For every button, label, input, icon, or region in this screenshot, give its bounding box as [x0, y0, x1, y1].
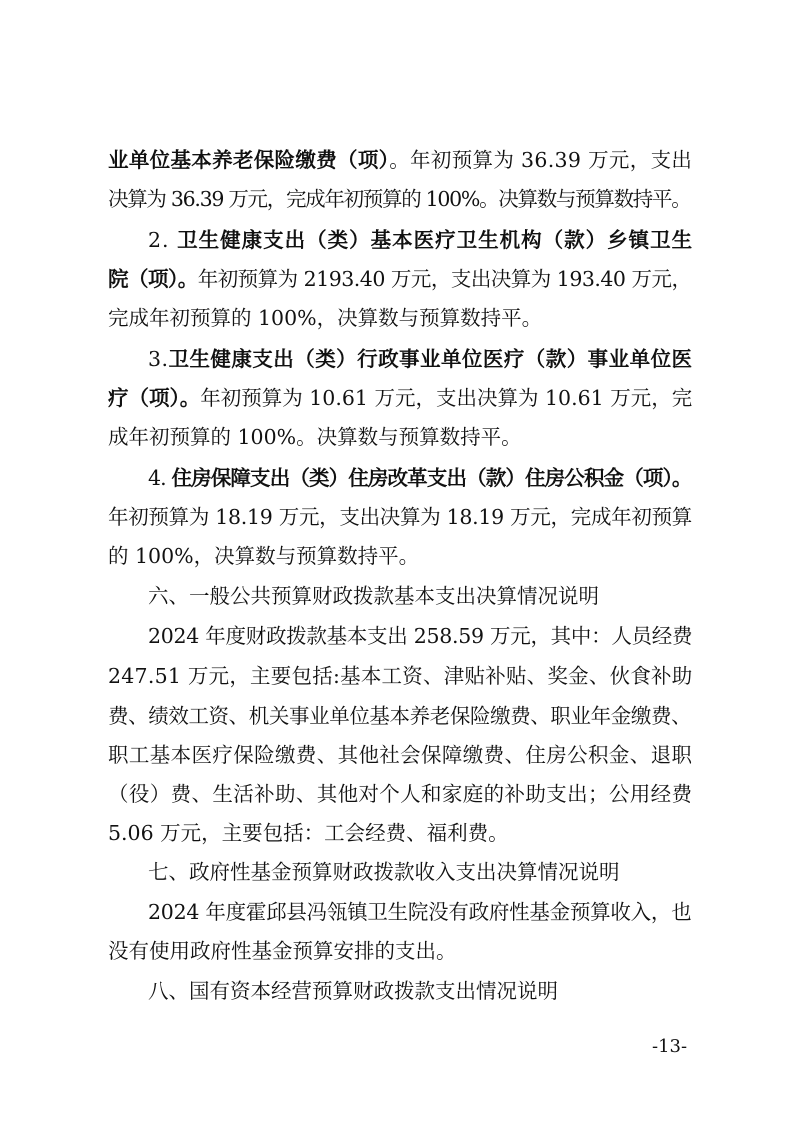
- text: 5.06 万元，主要包括：工会经费、福利费。: [108, 821, 509, 845]
- text: 完成年初预算的 100%，决算数与预算数持平。: [108, 306, 543, 330]
- text: 4.: [148, 466, 172, 490]
- text-line: [108, 304, 542, 332]
- text-line: [108, 542, 419, 570]
- text-line: [108, 702, 691, 730]
- text: 2024 年度霍邱县冯瓴镇卫生院没有政府性基金预算收入，也: [148, 900, 692, 924]
- text: 的 100%，决算数与预算数持平。: [108, 544, 420, 568]
- text-line: [108, 384, 692, 412]
- text: 3.: [148, 347, 169, 371]
- text: （役）费、生活补助、其他对个人和家庭的补助支出；公用经费: [108, 782, 693, 806]
- text: 八、国有资本经营预算财政拨款支出情况说明: [148, 979, 558, 1003]
- text-line: [108, 146, 692, 174]
- bold-text: 疗（项）。: [108, 386, 201, 410]
- bold-text: 院（项）。: [108, 267, 198, 291]
- section-heading: [148, 977, 558, 1005]
- section-heading: [148, 582, 599, 610]
- text-line: [108, 819, 509, 847]
- bold-text: 卫生健康支出（类）行政事业单位医疗（款）事业单位医: [168, 347, 693, 371]
- text-line: [108, 662, 693, 690]
- section-heading: [148, 858, 620, 886]
- text: 年初预算为 18.19 万元，支出决算为 18.19 万元，完成年初预算: [108, 505, 692, 529]
- text: 2024 年度财政拨款基本支出 258.59 万元，其中：人员经费: [148, 624, 693, 648]
- text-line: [148, 464, 692, 492]
- text: 没有使用政府性基金预算安排的支出。: [108, 939, 457, 963]
- bold-text: 卫生健康支出（类）基本医疗卫生机构（款）乡镇卫生: [177, 228, 694, 252]
- text: 247.51 万元，主要包括:基本工资、津贴补贴、奖金、伙食补助: [108, 664, 693, 688]
- text-line: [108, 423, 522, 451]
- text-line: [108, 937, 457, 965]
- text-line: [148, 226, 693, 254]
- text: 决算为 36.39 万元，完成年初预算的 100%。决算数与预算数持平。: [108, 187, 691, 211]
- bold-text: 住房保障支出（类）住房改革支出（款）住房公积金（项）。: [171, 466, 692, 490]
- text: 。年初预算为 36.39 万元，支出: [389, 148, 693, 172]
- bold-text: 业单位基本养老保险缴费（项）: [108, 148, 390, 172]
- text: 2.: [148, 228, 178, 252]
- text: 年初预算为 2193.40 万元，支出决算为 193.40 万元，: [197, 267, 692, 291]
- page-number: -13-: [652, 1036, 688, 1057]
- text: 七、政府性基金预算财政拨款收入支出决算情况说明: [148, 860, 620, 884]
- text: 费、绩效工资、机关事业单位基本养老保险缴费、职业年金缴费、: [108, 704, 692, 728]
- text-line: [148, 345, 692, 373]
- text-line: [108, 503, 692, 531]
- text: 成年初预算的 100%。决算数与预算数持平。: [108, 425, 522, 449]
- text-line: [108, 741, 692, 769]
- text-line: [108, 780, 692, 808]
- text-line: [148, 622, 692, 650]
- text-line: [108, 185, 690, 213]
- text-line: [148, 898, 691, 926]
- text-line: [108, 265, 691, 293]
- text: 六、一般公共预算财政拨款基本支出决算情况说明: [148, 584, 599, 608]
- text: 年初预算为 10.61 万元，支出决算为 10.61 万元，完: [200, 386, 693, 410]
- text: 职工基本医疗保险缴费、其他社会保障缴费、住房公积金、退职: [108, 743, 693, 767]
